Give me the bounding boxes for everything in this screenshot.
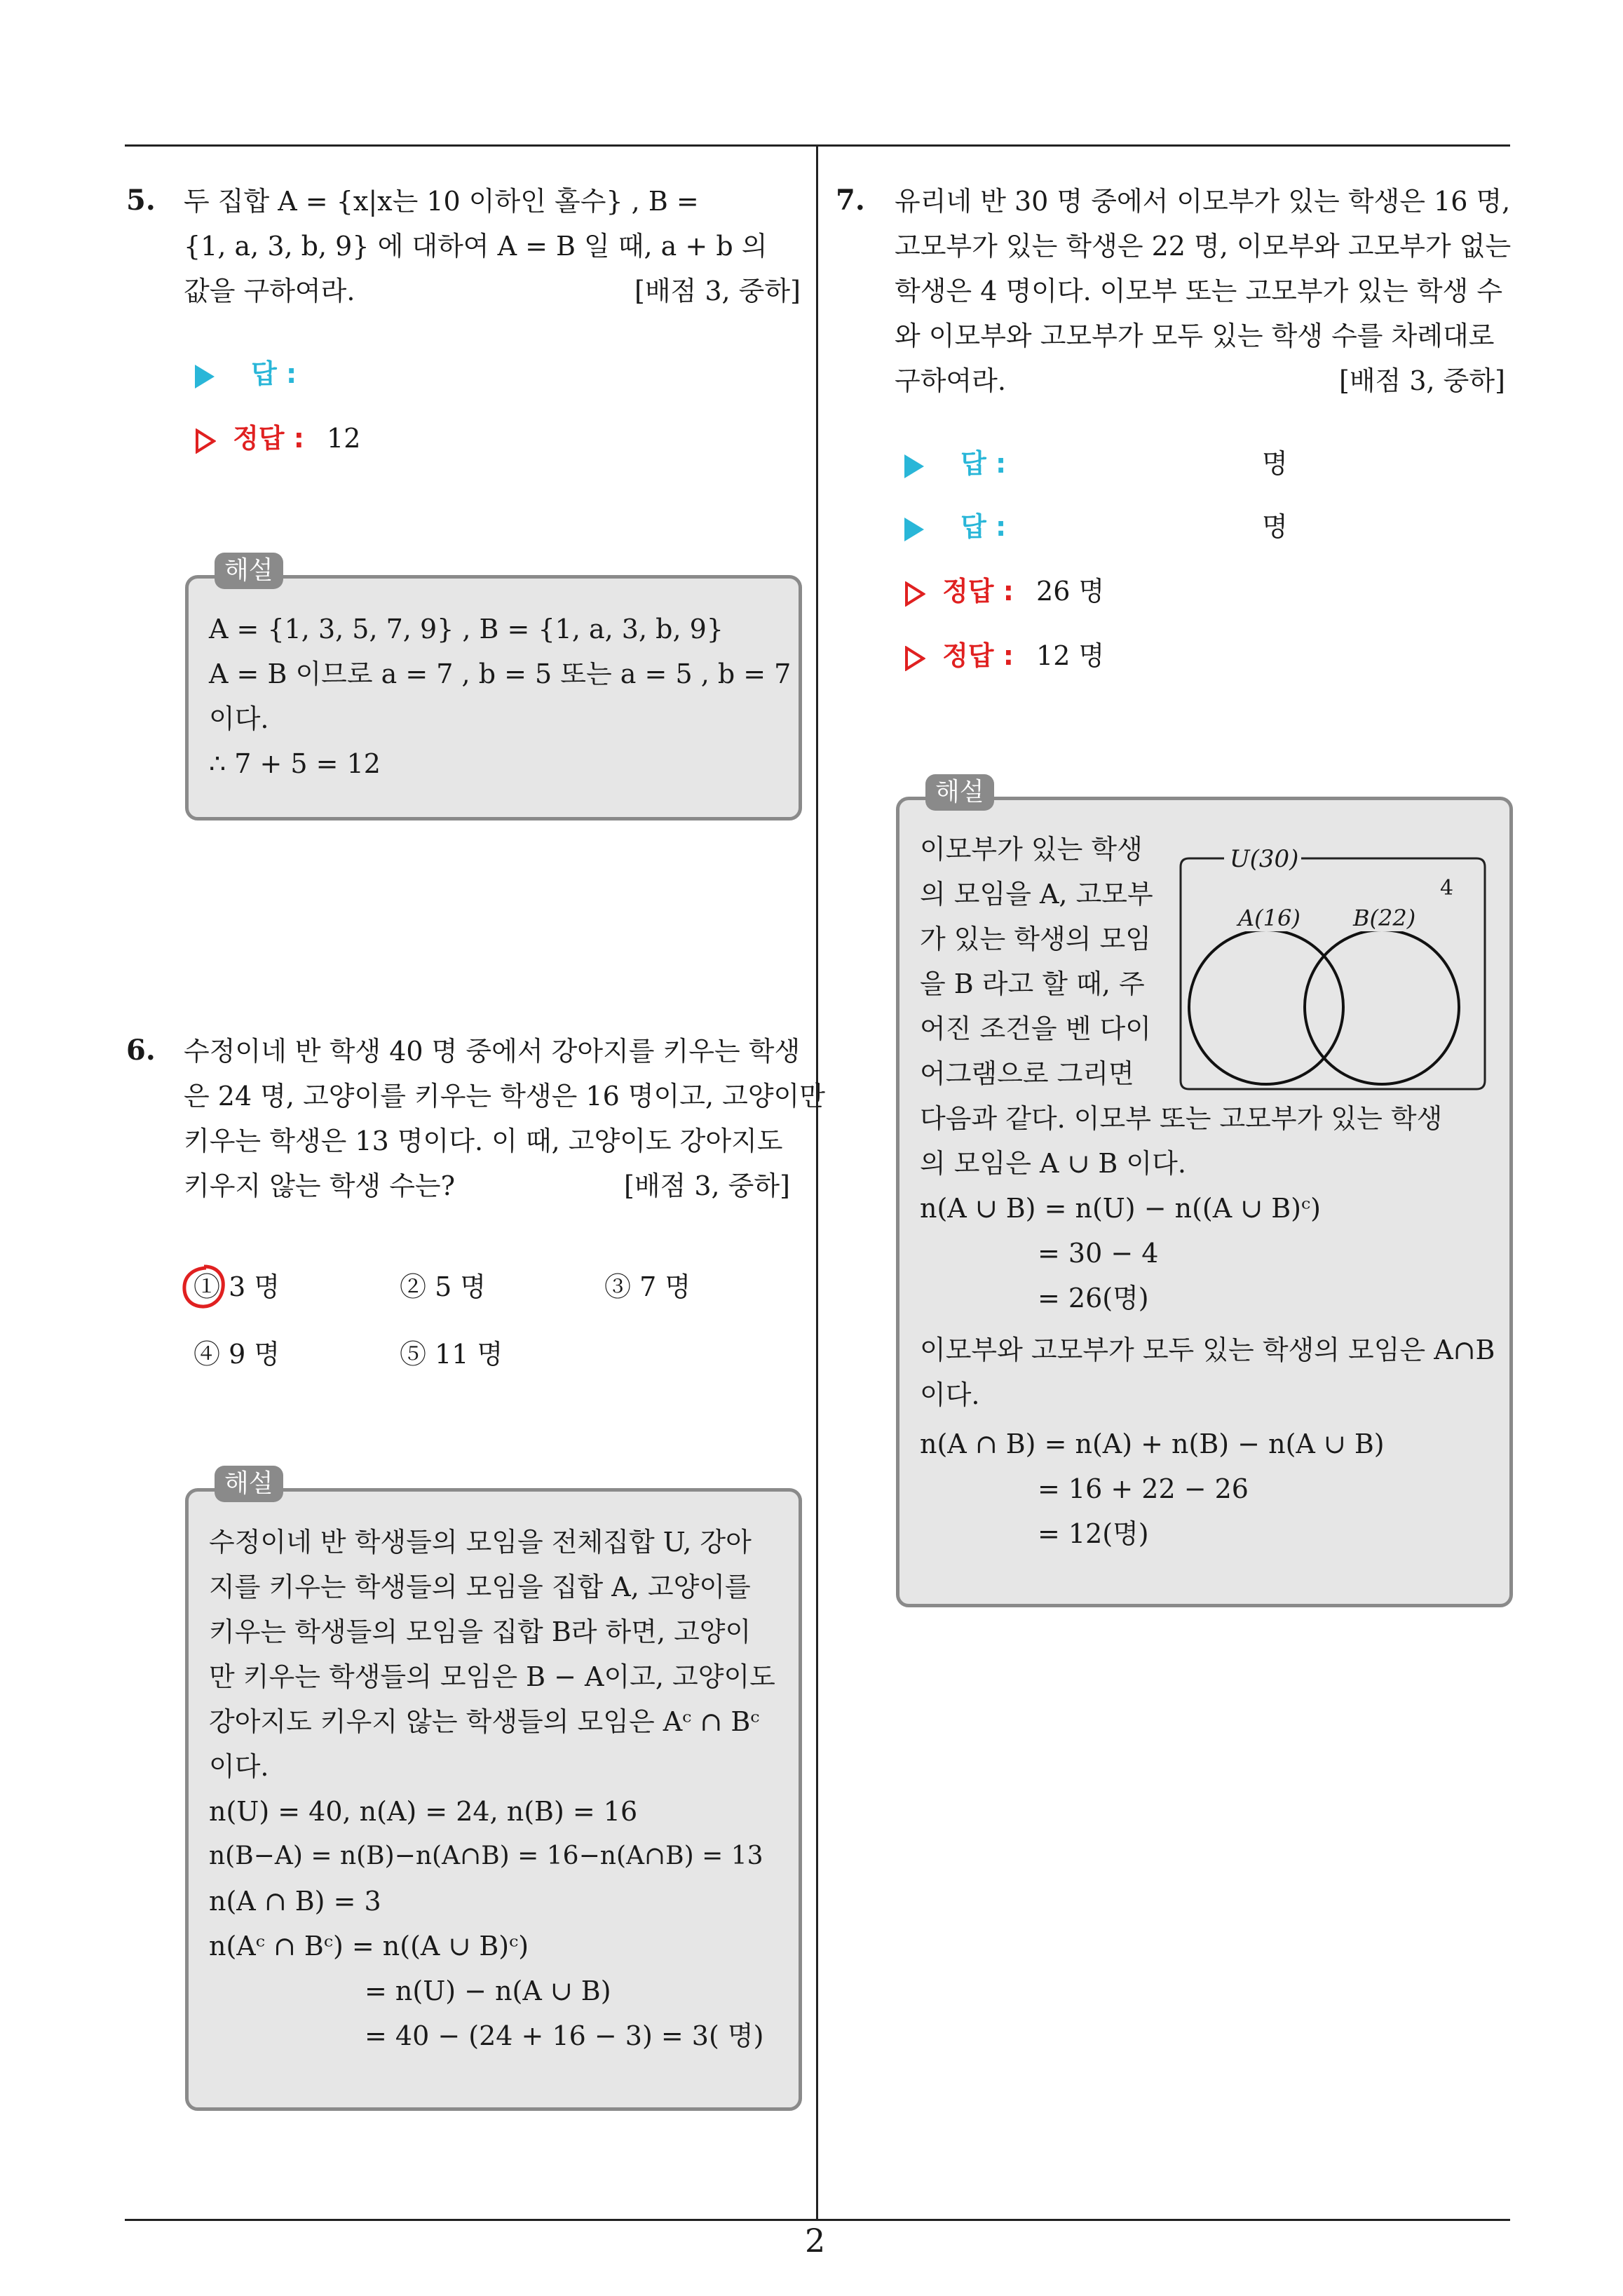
correct-value: 12 명 [1036, 640, 1105, 671]
q6-line-4: 키우지 않는 학생 수는? [184, 1170, 455, 1201]
q6-line-1: 수정이네 반 학생 40 명 중에서 강아지를 키우는 학생 [184, 1036, 801, 1067]
q5-number: 5. [126, 184, 156, 217]
q7-side-2: 의 모임을 A, 고모부 [920, 879, 1153, 910]
q7-line-3: 학생은 4 명이다. 이모부 또는 고모부가 있는 학생 수 [895, 276, 1503, 306]
choice-2[interactable]: ② 5 명 [400, 1271, 487, 1302]
column-divider [816, 144, 818, 2220]
q7-explain-5: = 26(명) [1038, 1283, 1149, 1314]
open-triangle-icon [904, 581, 925, 607]
q6-explain-3: 키우는 학생들의 모임을 집합 B라 하면, 고양이 [209, 1616, 752, 1647]
q7-side-6: 어그램으로 그리면 [920, 1058, 1134, 1089]
q5-correct-row [195, 421, 360, 456]
q6-score: [배점 3, 중하] [624, 1170, 790, 1201]
q7-explain-3: n(A ∪ B) = n(U) − n((A ∪ B)ᶜ) [920, 1193, 1321, 1224]
correct-label: 정답 : [233, 423, 304, 454]
correct-value: 12 [327, 423, 361, 454]
q7-line-4: 와 이모부와 고모부가 모두 있는 학생 수를 차례대로 [895, 320, 1495, 351]
choice-1[interactable]: ① 3 명 [193, 1271, 280, 1302]
q6-line-3: 키우는 학생은 13 명이다. 이 때, 고양이도 강아지도 [184, 1126, 783, 1156]
q5-explain-4: ∴ 7 + 5 = 12 [209, 748, 381, 779]
q5-line-1: 두 집합 A = {x|x는 10 이하인 홀수} , B = [184, 186, 699, 217]
q7-explain-6: 이모부와 고모부가 모두 있는 학생의 모임은 A∩B [920, 1335, 1495, 1365]
answer-label: 답 : [960, 448, 1007, 479]
universe-frame [1181, 858, 1485, 1089]
q7-explanation-tag: 해설 [925, 774, 994, 811]
q7-line-2: 고모부가 있는 학생은 22 명, 이모부와 고모부가 없는 [895, 231, 1512, 262]
q5-explain-2: A = B 이므로 a = 7 , b = 5 또는 a = 5 , b = 7 [209, 659, 792, 689]
venn-set-b-circle [1305, 930, 1459, 1084]
q6-explain-5: 강아지도 키우지 않는 학생들의 모임은 Aᶜ ∩ Bᶜ [209, 1706, 760, 1737]
q7-line-1: 유리네 반 30 명 중에서 이모부가 있는 학생은 16 명, [895, 186, 1511, 217]
q6-explain-2: 지를 키우는 학생들의 모임을 집합 A, 고양이를 [209, 1572, 751, 1602]
venn-outside-count: 4 [1440, 876, 1454, 900]
q5-explain-1: A = {1, 3, 5, 7, 9} , B = {1, a, 3, b, 9} [209, 614, 724, 644]
q7-explain-4: = 30 − 4 [1038, 1238, 1159, 1269]
q6-explain-7: n(U) = 40, n(A) = 24, n(B) = 16 [209, 1796, 638, 1827]
q7-answer-unit-1: 명 [1262, 448, 1288, 479]
q6-explain-9: n(A ∩ B) = 3 [209, 1886, 381, 1917]
filled-triangle-icon [904, 454, 924, 478]
q7-line-5: 구하여라. [895, 365, 1006, 396]
q5-line-3: 값을 구하여라. [184, 276, 355, 306]
q6-number: 6. [126, 1034, 156, 1067]
q6-explain-11: = n(U) − n(A ∪ B) [365, 1976, 611, 2006]
open-triangle-icon [904, 646, 925, 671]
q7-side-1: 이모부가 있는 학생 [920, 834, 1143, 865]
q7-side-4: 을 B 라고 할 때, 주 [920, 968, 1145, 999]
q7-answer-unit-2: 명 [1262, 511, 1288, 542]
bottom-rule [125, 2219, 1510, 2221]
q5-explain-3: 이다. [209, 703, 269, 734]
q6-explain-1: 수정이네 반 학생들의 모임을 전체집합 U, 강아 [209, 1527, 752, 1558]
correct-value: 26 명 [1036, 576, 1105, 607]
answer-label: 답 : [960, 511, 1007, 542]
venn-set-b-label: B(22) [1353, 905, 1416, 931]
choice-4[interactable]: ④ 9 명 [193, 1339, 280, 1370]
q7-explain-9: = 16 + 22 − 26 [1038, 1473, 1249, 1504]
q7-answer-row-2 [904, 509, 1006, 544]
q7-answer-row-1 [904, 446, 1006, 481]
q6-explain-6: 이다. [209, 1751, 269, 1782]
choice-5[interactable]: ⑤ 11 명 [400, 1339, 503, 1370]
q7-side-3: 가 있는 학생의 모임 [920, 924, 1151, 954]
q7-explain-8: n(A ∩ B) = n(A) + n(B) − n(A ∪ B) [920, 1429, 1385, 1459]
q6-explain-8: n(B−A) = n(B)−n(A∩B) = 16−n(A∩B) = 13 [209, 1842, 763, 1870]
q5-explanation-tag: 해설 [215, 553, 283, 589]
venn-set-a-circle [1189, 930, 1343, 1084]
venn-diagram [1175, 839, 1490, 1091]
page-number: 2 [805, 2222, 826, 2260]
answer-label: 답 : [251, 358, 297, 389]
q6-explain-12: = 40 − (24 + 16 − 3) = 3( 명) [365, 2020, 764, 2051]
correct-label: 정답 : [942, 640, 1014, 671]
q6-explain-10: n(Aᶜ ∩ Bᶜ) = n((A ∪ B)ᶜ) [209, 1931, 529, 1961]
q6-explanation-tag: 해설 [215, 1466, 283, 1502]
q7-correct-row-1 [904, 574, 1104, 609]
q5-answer-row [195, 356, 297, 391]
filled-triangle-icon [904, 518, 924, 541]
q7-explain-10: = 12(명) [1038, 1518, 1149, 1549]
venn-universe-label: U(30) [1230, 845, 1299, 873]
q5-line-2: {1, a, 3, b, 9} 에 대하여 A = B 일 때, a + b 의 [184, 231, 768, 262]
q7-score: [배점 3, 중하] [1339, 365, 1505, 396]
q5-score: [배점 3, 중하] [634, 276, 801, 306]
filled-triangle-icon [195, 365, 215, 389]
q7-number: 7. [836, 184, 865, 217]
venn-set-a-label: A(16) [1238, 905, 1301, 931]
q7-explain-7: 이다. [920, 1379, 980, 1410]
q7-explain-1: 다음과 같다. 이모부 또는 고모부가 있는 학생 [920, 1103, 1443, 1134]
q7-correct-row-2 [904, 638, 1104, 673]
open-triangle-icon [195, 428, 216, 454]
q7-explain-2: 의 모임은 A ∪ B 이다. [920, 1148, 1186, 1179]
q6-explain-4: 만 키우는 학생들의 모임은 B − A이고, 고양이도 [209, 1661, 775, 1692]
correct-label: 정답 : [942, 576, 1014, 607]
choice-3[interactable]: ③ 7 명 [604, 1271, 691, 1302]
q7-side-5: 어진 조건을 벤 다이 [920, 1013, 1151, 1044]
q6-line-2: 은 24 명, 고양이를 키우는 학생은 16 명이고, 고양이만 [184, 1081, 825, 1112]
